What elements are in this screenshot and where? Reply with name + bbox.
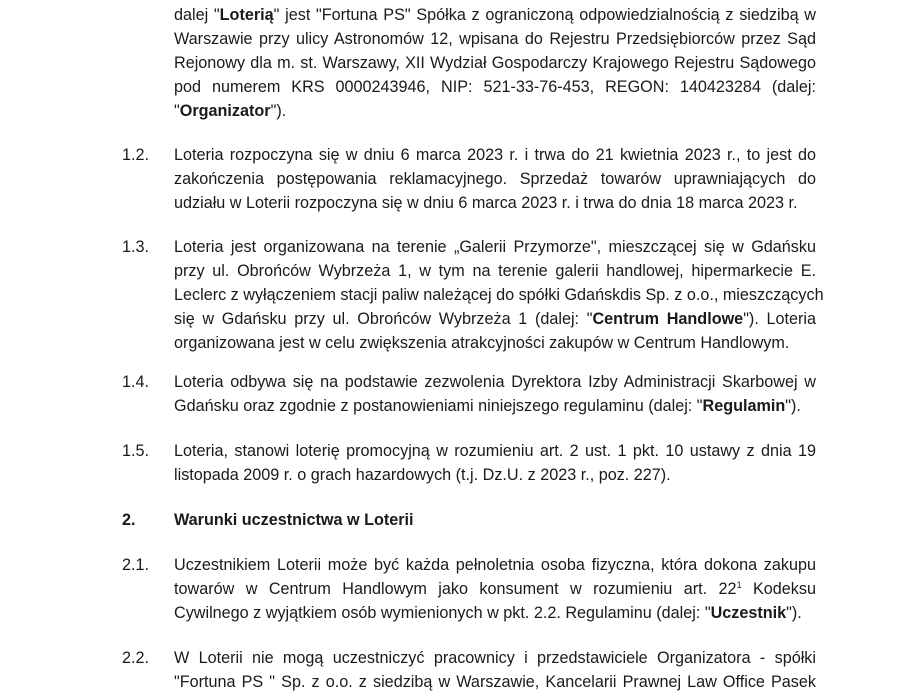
clause-2-2	[174, 646, 816, 694]
text-line: Loteria, stanowi loterię promocyjną w rozumieniu art. 2 ust. 1 pkt. 10 ustawy z dnia 19	[174, 442, 816, 460]
defined-term: Uczestnik	[710, 604, 787, 622]
clause-2-1	[174, 553, 816, 625]
text-line: W Loterii nie mogą uczestniczyć pracownicy i przedstawiciele Organizatora - spółki	[174, 649, 816, 667]
text-line: Gdańsku oraz zgodnie z postanowieniami niniejszego regulaminu (dalej: "Regulamin").	[174, 397, 801, 415]
clause-number: 1.2.	[122, 146, 150, 164]
section-number: 2.	[122, 511, 136, 529]
text-line: Cywilnego z wyjątkiem osób wymienionych w pkt. 2.2. Regulaminu (dalej: "Uczestnik").	[174, 604, 802, 622]
clause-number: 1.3.	[122, 238, 150, 256]
defined-term: Regulamin	[702, 397, 786, 415]
clause-number: 1.5.	[122, 442, 150, 460]
text-line: pod numerem KRS 0000243946, NIP: 521-33-76-453, REGON: 140423284 (dalej:	[174, 78, 816, 96]
section-heading: Warunki uczestnictwa w Loterii	[174, 511, 414, 529]
clause-number: 2.1.	[122, 556, 150, 574]
text-line: Rejonowy dla m. st. Warszawy, XII Wydział Gospodarczy Krajowego Rejestru Sądowego	[174, 54, 816, 72]
text-line: zakończenia postępowania reklamacyjnego. Sprzedaż towarów uprawniających do	[174, 170, 816, 188]
defined-term: Loterią	[219, 6, 274, 24]
text-line: Warszawie przy ulicy Astronomów 12, wpisana do Rejestru Przedsiębiorców przez Sąd	[174, 30, 816, 48]
text-line: Leclerc z wyłączeniem stacji paliw należącej do spółki Gdańskdis Sp. z o.o., mieszczących	[174, 286, 824, 304]
text-line: Loteria odbywa się na podstawie zezwolenia Dyrektora Izby Administracji Skarbowej w	[174, 373, 816, 391]
clause-1-5	[174, 439, 816, 487]
text-line: przy ul. Obrońców Wybrzeża 1, w tym na terenie galerii handlowej, hipermarkecie E.	[174, 262, 816, 280]
clause-1-4	[174, 370, 816, 418]
clause-number: 2.2.	[122, 649, 150, 667]
text-line: "Organizator").	[174, 102, 287, 120]
text-line: Loteria jest organizowana na terenie „Galerii Przymorze", mieszczącej się w Gdańsku	[174, 238, 816, 256]
clause-1-2	[174, 143, 816, 215]
text-line: listopada 2009 r. o grach hazardowych (t.j. Dz.U. z 2023 r., poz. 227).	[174, 466, 671, 484]
text-line: organizowana jest w celu zwiększenia atrakcyjności zakupów w Centrum Handlowym.	[174, 334, 790, 352]
text-line: dalej "Loterią" jest "Fortuna PS" Spółka z ograniczoną odpowiedzialnością z siedzibą w	[174, 6, 816, 24]
clause-number: 1.4.	[122, 373, 150, 391]
text-line: towarów w Centrum Handlowym jako konsument w rozumieniu art. $22^1$ Kodeksu	[174, 580, 816, 598]
text-line: się w Gdańsku przy ul. Obrońców Wybrzeża 1 (dalej: "Centrum Handlowe"). Loteria	[174, 310, 817, 328]
defined-term: Centrum Handlowe	[592, 310, 744, 328]
text-line: udziału w Loterii rozpoczyna się w dniu 6 marca 2023 r. i trwa do dnia 18 marca 2023 r.	[174, 194, 798, 212]
clause-1-3	[174, 235, 824, 355]
superscript: 1	[736, 580, 742, 590]
text-line: Loteria rozpoczyna się w dniu 6 marca 2023 r. i trwa do 21 kwietnia 2023 r., to jest do	[174, 146, 816, 164]
intro-paragraph	[174, 3, 816, 123]
text-line: Uczestnikiem Loterii może być każda pełnoletnia osoba fizyczna, która dokona zakupu	[174, 556, 816, 574]
text-line: "Fortuna PS " Sp. z o.o. z siedzibą w Warszawie, Kancelarii Prawnej Law Office Pasek	[174, 673, 816, 691]
defined-term: Organizator	[179, 102, 271, 120]
